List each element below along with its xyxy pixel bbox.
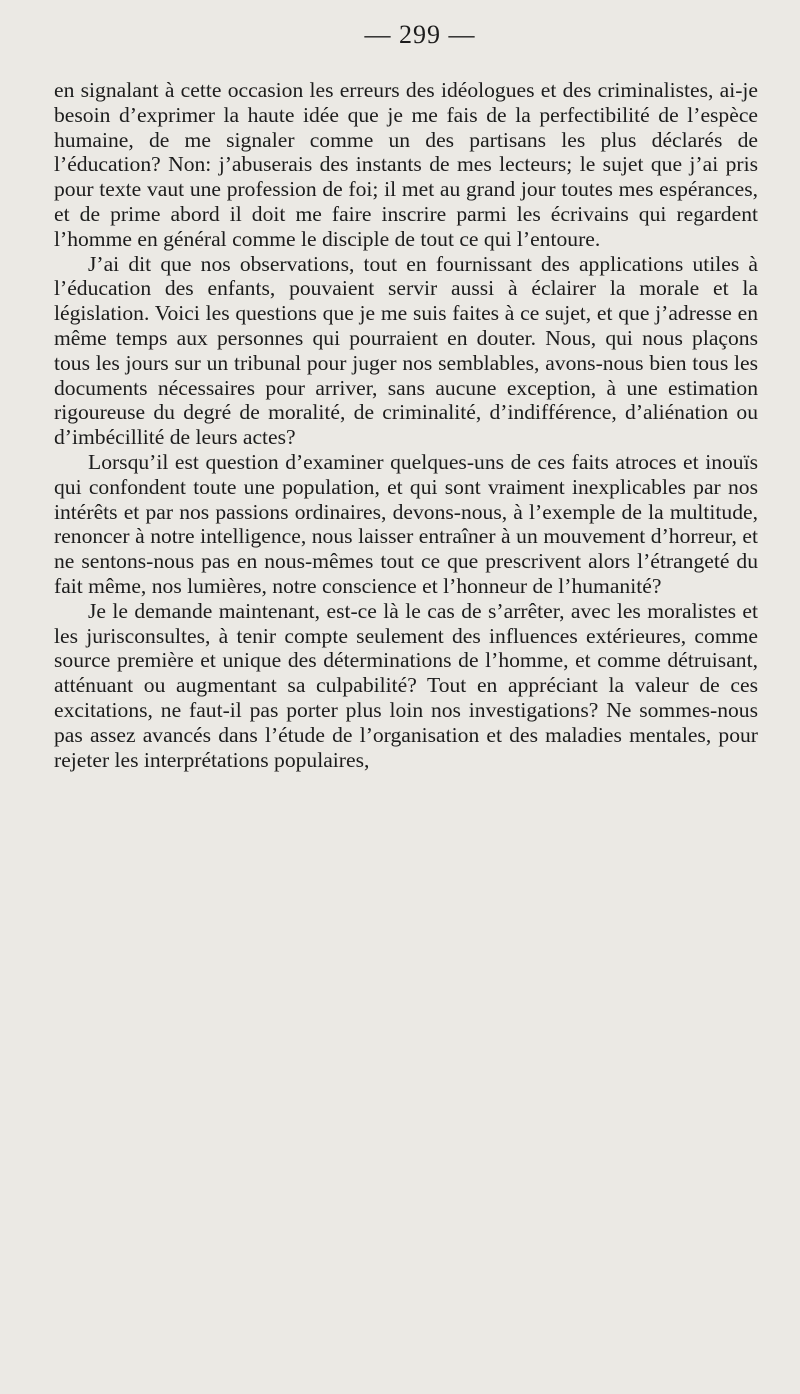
paragraph-2: J’ai dit que nos observations, tout en fournissant des applications utiles à l’éducation des enfants, pouvaient servir aussi à éclairer la morale et la législation. Voici les questions que je me suis faites à ce sujet, et que j’adresse en même temps aux personnes qui pourraient en douter. Nous, qui nous plaçons tous les jours sur un tribunal pour juger nos semblables, avons-nous bien tous les documents nécessaires pour arriver, sans aucune exception, à une estimation rigoureuse du degré de moralité, de criminalité, d’indifférence, d’aliénation ou d’imbécillité de leurs actes?: [54, 251, 758, 450]
body-text: [54, 78, 758, 772]
paragraph-3: Lorsqu’il est question d’examiner quelques-uns de ces faits atroces et inouïs qui confondent toute une population, et qui sont vraiment inexplicables par nos intérêts et par nos passions ordinaires, devons-nous, à l’exemple de la multitude, renoncer à notre intelligence, nous laisser entraîner à un mouvement d’horreur, et ne sentons-nous pas en nous-mêmes tout ce que prescrivent alors l’étrangeté du fait même, nos lumières, notre conscience et l’honneur de l’humanité?: [54, 449, 758, 598]
paragraph-4: Je le demande maintenant, est-ce là le cas de s’arrêter, avec les moralistes et les jurisconsultes, à tenir compte seulement des influences extérieures, comme source première et unique des déterminations de l’homme, et comme détruisant, atténuant ou augmentant sa culpabilité? Tout en appréciant la valeur de ces excitations, ne faut-il pas porter plus loin nos investigations? Ne sommes-nous pas assez avancés dans l’étude de l’organisation et des maladies mentales, pour rejeter les interprétations populaires,: [54, 598, 758, 772]
paragraph-1: en signalant à cette occasion les erreurs des idéologues et des criminalistes, ai-je besoin d’exprimer la haute idée que je me fais de la perfectibilité de l’espèce humaine, de me signaler comme un des partisans les plus déclarés de l’éducation? Non: j’abuserais des instants de mes lecteurs; le sujet que j’ai pris pour texte vaut une profession de foi; il met au grand jour toutes mes espérances, et de prime abord il doit me faire inscrire parmi les écrivains qui regardent l’homme en général comme le disciple de tout ce qui l’entoure.: [54, 78, 758, 251]
page-number: — 299 —: [364, 20, 476, 49]
